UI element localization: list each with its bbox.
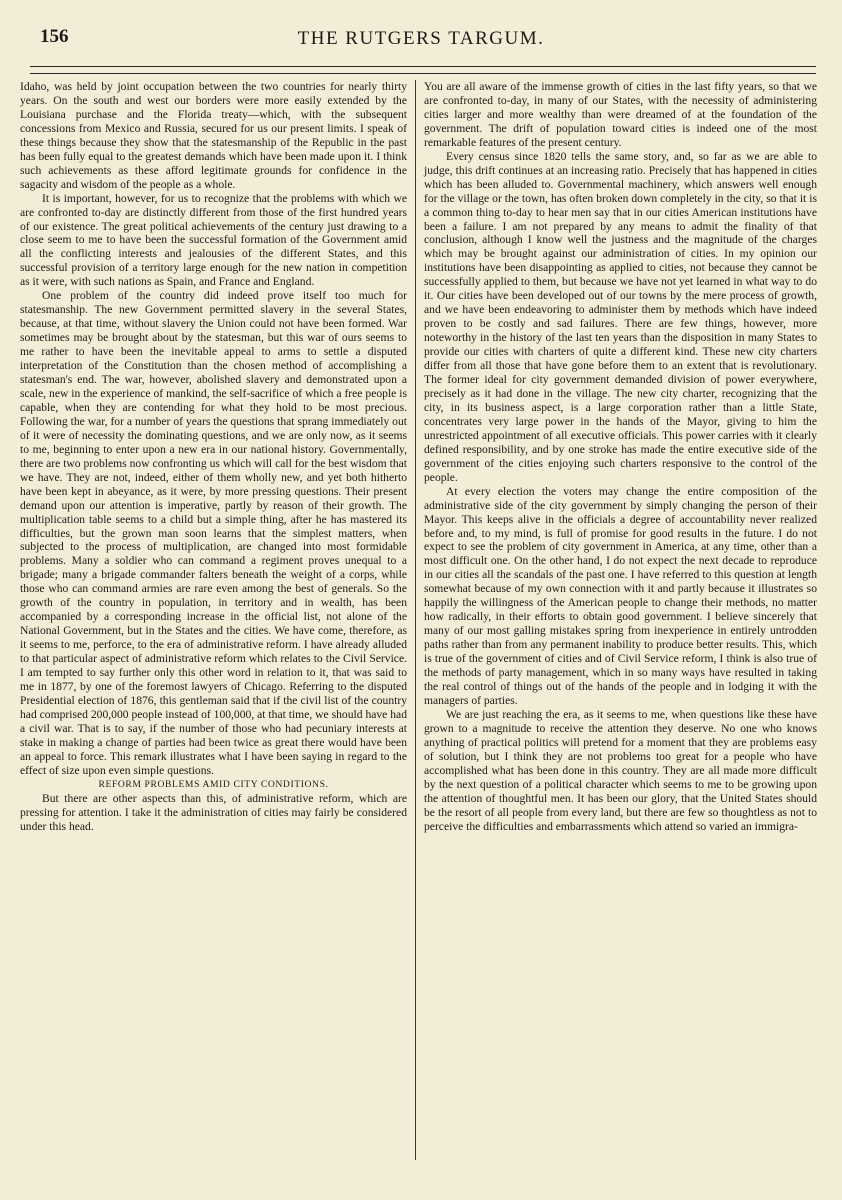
header-rule-top [30,66,816,67]
column-divider [415,80,416,1160]
paragraph: One problem of the country did indeed prove itself too much for statesmanship. The new Government permitted slavery in the several States, because, at that time, without slavery the Union could not have been formed. War sometimes may be brought about by the statesman, but this war of ours seems to me rather to have been the inevitable appeal to arms to settle a disputed interpretation of the Constitution than the chosen method of accomplishing a statesman's end. The war, however, abolished slavery and demonstrated upon a scale, new in the experience of mankind, the self-sacrifice of which a free people is capable, when they are contending for what they hold to be most precious. Following the war, for a number of years the questions that sprang immediately out of it were of necessity the dominating questions, and we are only now, as it seems to me, beginning to enter upon a new era in our national history. Governmentally, there are two problems now confronting us which will call for the best wisdom that we have. They are not, indeed, either of them wholly new, and yet both hitherto have been kept in abeyance, as it were, by more pressing questions. Their present demand upon our attention is imperative, partly by reason of their growth. The multiplication table seems to a child but a simple thing, after he has mastered its difficulties, but the grown man soon learns that the simplest matters, when subjected to the process of multiplication, are changed into most formidable problems. Many a soldier who can command a regiment proves unequal to a brigade; many a brigade commander falters beneath the weight of a corps, while those who can command armies are rare even among the best of generals. So the growth of the country in population, in territory and in wealth, has been accompanied by a corresponding increase in the official list, not alone of the National Government, but in the States and the cities. We have come, therefore, as it seems to me, perforce, to the era of administrative reform. I have already alluded to that particular aspect of administrative reform which relates to the Civil Service. I am tempted to say further only this other word in relation to it, that was said to me in 1877, by one of the foremost lawyers of Chicago. Referring to the disputed Presidential election of 1876, this gentleman said that if the civil list of the country had comprised 200,000 people instead of 100,000, at that time, we should have had a civil war. That is to say, if the number of those who had pecuniary interests at stake in making a change of parties had been twice as great there would have been an appeal to force. This remark illustrates what I have been saying in regard to the effect of size upon even simple questions. [20,289,407,777]
page-number: 156 [40,26,69,47]
paragraph: But there are other aspects than this, of administrative reform, which are pressing for attention. I take it the administration of cities may fairly be considered under this head. [20,791,407,833]
left-column [20,80,407,833]
paragraph: Every census since 1820 tells the same story, and, so far as we are able to judge, this drift continues at an increasing ratio. Precisely that has happened in cities which has been alluded to. Governmental machinery, which answers well enough for the village or the town, has often broken down completely in the city, so that it is a common thing to-day to hear men say that in our cities American institutions have been a failure. I am not prepared by any means to admit the finality of that conclusion, although I know well the justness and the magnitude of the charges which may be brought against our administration of cities. In my opinion our institutions have been disappointing as applied to cities, not because they cannot be successfully applied to them, but because we have not yet learned in what way to do it. Our cities have been developed out of our towns by the mere process of growth, and we have been endeavoring to administer them by methods which have indeed proven to be costly and sad failures. There are few things, however, more noteworthy in the history of the last ten years than the disposition in many States to provide our cities with charters of quite a different kind. These new city charters differ from all those that have gone before them to an extent that is revolutionary. The former ideal for city government demanded division of power everywhere, precisely as it had done in the village. The new city charter, recognizing that the city, in its business aspect, is a large corporation rather than a little State, concentrates very large power in the hands of the Mayor, giving to him the unrestricted appointment of all executive officials. This power carries with it clearly defined responsibility, and by one stroke has made the entire executive side of the government of the cities enjoying such charters responsive to the control of the people. [424,149,817,484]
page-header [0,0,842,60]
paragraph: We are just reaching the era, as it seems to me, when questions like these have grown to a magnitude to receive the attention they deserve. No one who knows anything of practical politics will pretend for a moment that they are problems easy of solution, but I think they are not problems too great for a people who have accomplished what has been done in this country. They are all made more difficult by the next question of a political character which seems to me to be growing upon the attention of thoughtful men. It has been our glory, that the United States should be the resort of all people from every land, but there are few so thoughtless as not to perceive the difficulties and embarrassments which attend so varied an immigra- [424,707,817,833]
paragraph: You are all aware of the immense growth of cities in the last fifty years, so that we are confronted to-day, in many of our States, with the necessity of administering cities larger and more wealthy than were dreamed of at the foundation of the government. The drift of population toward cities is indeed one of the most remarkable features of the present century. [424,80,817,149]
right-column [424,80,817,833]
header-rule-bottom [30,73,816,74]
journal-title: THE RUTGERS TARGUM. [297,28,545,49]
paragraph: At every election the voters may change the entire composition of the administrative side of the city government by simply changing the person of their Mayor. This keeps alive in the officials a degree of accountability never realized before and, to my mind, is full of promise for good results in the future. I do not expect to see the problem of city government in America, at any time, other than a most difficult one. On the other hand, I do not expect the next decade to reproduce in our cities all the scandals of the past one. I have referred to this question at length somewhat because of my own connection with it and partly because it illustrates so happily the willingness of the American people to change their methods, no matter how radically, in their efforts to obtain good government. I believe sincerely that many of our most galling mistakes spring from inexperience in entirely untrodden paths rather than from any permanent inability to produce better results. This, which is true of the government of cities and of Civil Service reform, I think is also true of the methods of party management, which in so many ways have resulted in taking the real control of things out of the hands of the people and in lodging it with the managers of parties. [424,484,817,707]
paragraph: Idaho, was held by joint occupation between the two countries for nearly thirty years. On the south and west our borders were more easily extended by the Louisiana purchase and the Florida treaty—which, with the subsequent concessions from Mexico and Russia, secured for us our present limits. I speak of these things because they show that the statesmanship of the Republic in the past has been fully equal to the greatest demands which have been made upon it. I think such achievements as these afford legitimate grounds for confidence in the sagacity and wisdom of the people as a whole. [20,80,407,191]
section-heading: REFORM PROBLEMS AMID CITY CONDITIONS. [98,778,329,790]
paragraph: It is important, however, for us to recognize that the problems with which we are confronted to-day are distinctly different from those of the first hundred years of our existence. The great political achievements of the century just drawing to a close seem to me to have been the successful formation of the Government amid all the conflicting interests and jealousies of the different States, and this successful provision of a territory large enough for the new nation in competition as it were, with such nations as Spain, and France and England. [20,191,407,289]
